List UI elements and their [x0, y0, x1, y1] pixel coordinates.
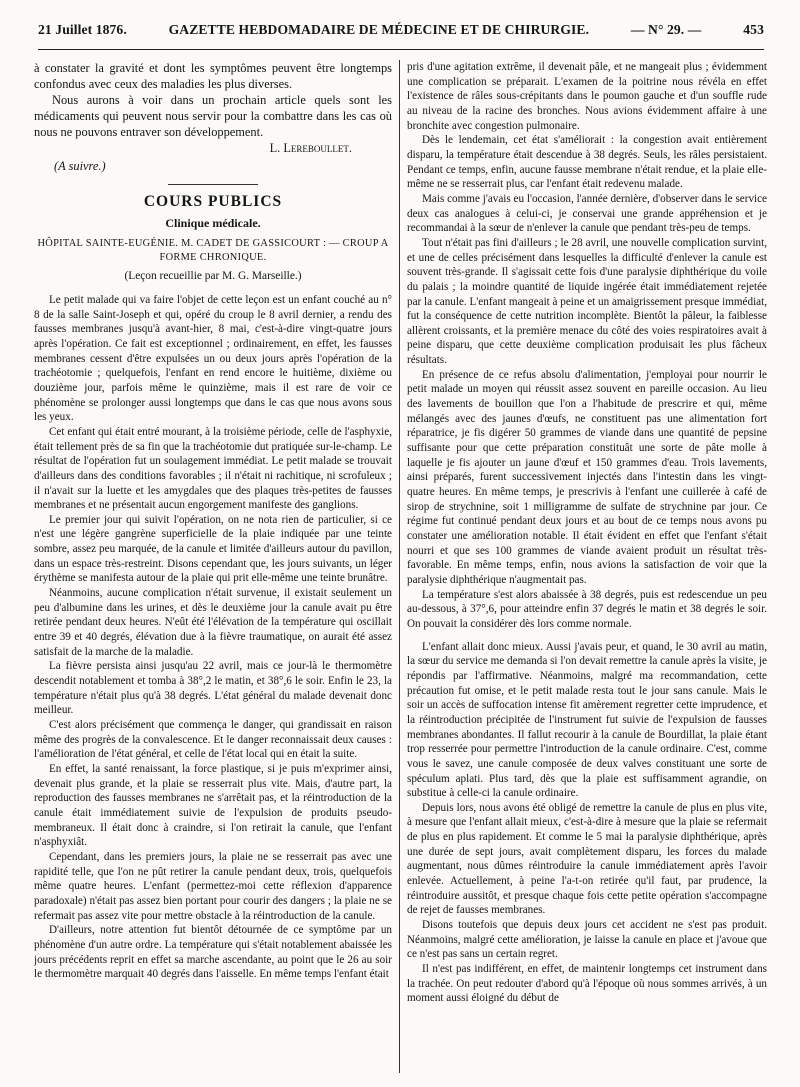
paragraph: Le premier jour qui suivit l'opération, on ne nota rien de particulier, si ce n'est une légère gangrène superficielle de la plaie indiquée par une teinte sombre, assez peu marquée, de la canule et limitée d'ailleurs autour du pavillon, dans un espace très-restreint. Disons cependant que, les jours suivants, un léger érythème se manifesta autour de la plaie qui prit elle-même une teinte brunâtre. — [34, 513, 392, 585]
paragraph: Dès le lendemain, cet état s'améliorait : la congestion avait entièrement disparu, la température était descendue à 38 degrés. Seuls, les râles persistaient. Pendant ce temps, enfin, aucune fausse membrane n'était rendue, et la plaie elle-même ne se resserrait plus, car l'enfant était redevenu malade. — [407, 134, 767, 191]
paragraph: En présence de ce refus absolu d'alimentation, j'employai pour nourrir le petit malade un moyen qui réussit assez souvent en pareille occasion. Au lieu des lavements de bouillon que l'on a l'habitude de prescrire et qui, même mélangés avec des jaunes d'œufs, ne constituent pas une alimentation fort réparatrice, je fis digérer 50 grammes de viande dans une quantité de pepsine suffisante pour que cette préparation constituât une sorte de pâte molle à laquelle je fis ajouter un jaune d'œuf et 150 grammes d'eau. Trois lavements, ainsi préparés, furent successivement injectés dans l'intestin dans les vingt-quatre heures. En même temps, je prescrivis à l'enfant une cuillerée à café de sirop de strychnine, soit 1 milligramme de sulfate de strychnine par jour. Ce régime fut continué pendant deux jours et au bout de ce temps nous avons pu constater une amélioration notable. Il était évident en effet que l'enfant s'était nourri et que ses 100 grammes de viande avaient produit un résultat très-favorable. En même temps, enfin, nous avions la satisfaction de voir que la paralysie diphthérique n'augmentait pas. — [407, 368, 767, 586]
paragraph: Néanmoins, aucune complication n'était survenue, il existait seulement un peu d'albumine dans les urines, et dès le deuxième jour la canule avait pu être retirée pendant deux heures. N'eût été l'élévation de la température qui oscillait entre 39 et 40 degrés, élévation due à la fièvre traumatique, on aurait été assez satisfait de la marche de la maladie. — [34, 587, 392, 658]
journal-title: GAZETTE HEBDOMADAIRE DE MÉDECINE ET DE CHIRURGIE. — [168, 22, 590, 37]
previous-article-ending — [34, 60, 392, 140]
author-signature: L. Lereboullet. — [269, 141, 352, 155]
paragraph: Cet enfant qui était entré mourant, à la troisième période, celle de l'asphyxie, était tellement près de sa fin que la trachéotomie dut pratiquée sur-le-champ. Le résultat de l'opération fut un soulagement immédiat. Le petit malade se trouvait d'ailleurs dans des conditions favorables ; il n'était ni rachitique, ni scrofuleux ; il n'avait sur la luette et les amygdales que des plaques très-petites de fausses membranes et ne présentait aucun engorgement manifeste des ganglions. — [34, 425, 392, 512]
paragraph: C'est alors précisément que commença le danger, qui grandissait en raison même des progrès de la convalescence. Et le danger reconnaissait deux causes : l'amélioration de l'état général, et celle de l'état local qui en était la suite. — [34, 719, 392, 761]
paragraph: Cependant, dans les premiers jours, la plaie ne se resserrait pas avec une rapidité telle, que l'on ne pût retirer la canule pendant deux, trois, quelquefois même quatre heures. L'enfant (permettez-moi cette réflexion d'apparence paradoxale) n'était pas assez bien portant pour courir des dangers ; la plaie ne se refermait pas assez vite pour mettre obstacle à la réintroduction de la canule. — [34, 850, 392, 922]
lecture-source: (Leçon recueillie par M. G. Marseille.) — [124, 270, 302, 283]
paragraph: L'enfant allait donc mieux. Aussi j'avais peur, et quand, le 30 avril au matin, la sœur du service me demanda si l'on devait remettre la canule après la visite, je répondis par l'affirmative. Néanmoins, malgré ma recommandation, cette précaution fut omise, et le petit malade resta tout le jour sans canule. Mais le soir un accès de suffocation intense fit amèrement regretter cette imprudence, et la réintroduction précipitée de l'instrument fut suivie de l'expulsion de fausses membranes abondantes. Il fallut recourir à la canule de Bourdillat, la plaie étant trop resserrée pour permettre l'introduction de la canule ordinaire. C'est, comme vous le savez, une canule composée de deux valves constituant une sorte de spéculum aplati. Plus tard, dès que la plaie est suffisamment agrandie, on substitue à celle-ci la canule ordinaire. — [407, 640, 767, 800]
paragraph-gap — [407, 632, 767, 640]
paragraph: D'ailleurs, notre attention fut bientôt détournée de ce symptôme par un phénomène d'un autre ordre. La température qui s'était notablement abaissée les jours précédents reprit en effet sa marche ascendante, au point que le 26 au soir le thermomètre marquait 40 degrés dans l'aisselle. En même temps l'enfant était — [34, 924, 392, 981]
right-column — [407, 60, 767, 1073]
paragraph: pris d'une agitation extrême, il devenait pâle, et ne mangeait plus ; évidemment une complication se préparait. L'examen de la poitrine nous révéla en effet l'existence de râles sous-crépitants dans le poumon gauche et d'un souffle rude au niveau de la racine des bronches. Nous avions évidemment affaire à une bronchite avec congestion pulmonaire. — [407, 61, 767, 132]
paragraph: Mais comme j'avais eu l'occasion, l'année dernière, d'observer dans le service deux cas analogues à celui-ci, je conservai une grande appréhension et je recommandai à la sœur de n'enlever la canule que pendant très-peu de temps. — [407, 192, 767, 235]
paragraph: La température s'est alors abaissée à 38 degrés, puis est redescendue un peu au-dessous, à 37°,6, pour atteindre enfin 37 degrés le matin et 38 degrés le soir. On pouvait la considérer dès lors comme normale. — [407, 588, 767, 630]
paragraph: La fièvre persista ainsi jusqu'au 22 avril, mais ce jour-là le thermomètre descendit notablement et tomba à 38°,2 le matin, et 38°,6 le soir. Enfin le 23, la température n'était plus qu'à 38 degrés. L'état général du malade devenait donc meilleur. — [34, 660, 392, 717]
paragraph: Tout n'était pas fini d'ailleurs ; le 28 avril, une nouvelle complication survint, et une de celles précisément dans lesquelles la difficulté d'enlever la canule est souvent très-grande. Il s'agissait cette fois d'une paralysie diphthérique du voile du palais ; la moindre quantité de liquide ingérée était immédiatement rejetée par la canule. L'enfant mangeait à peine et un amaigrissement presque immédiat, fut la conséquence de cette nutrition incomplète. Bientôt la pâleur, la faiblesse allèrent croissants, et la première menace du côté des voies respiratoires avait à peine disparu, que cette deuxième complication produisait les plus fâcheux résultats. — [407, 236, 767, 367]
paragraph: Nous aurons à voir dans un prochain article quels sont les médicaments qui peuvent nous servir pour la combattre dans les cas où nous ne pouvons entraver son développement. — [34, 93, 392, 139]
left-column — [34, 60, 392, 1073]
lecture-heading: HÔPITAL SAINTE-EUGÉNIE. M. CADET DE GASSICOURT : — CROUP A FORME CHRONIQUE. — [37, 238, 389, 263]
section-divider — [168, 184, 258, 185]
issue-number: — N° 29. — — [630, 22, 702, 37]
paragraph: à constater la gravité et dont les symptômes peuvent être longtemps confondus avec ceux des maladies les plus diverses. — [34, 61, 392, 91]
to-be-continued: (A suivre.) — [54, 159, 106, 173]
paragraph: Depuis lors, nous avons été obligé de remettre la canule de plus en plus vite, à mesure que l'enfant allait mieux, c'est-à-dire à mesure que la plaie se refermait de plus en plus rapidement. Et comme le 5 mai la paralysie diphthérique, après une durée de sept jours, avait complètement disparu, les forces du malade augmentant, nous dûmes réintroduire la canule immédiatement après l'avoir enlevée. Actuellement, à peine l'a-t-on retirée qu'il faut, par prudence, la réintroduire aussitôt, et presque chaque fois cette petite opération s'accompagne de rejet de fausses membranes. — [407, 801, 767, 917]
paragraph: En effet, la santé renaissant, la force plastique, si je puis m'exprimer ainsi, devenait plus grande, et la plaie se resserrait plus vite. Mais, d'autre part, la reproduction des fausses membranes ne s'arrêtait pas, et la réintroduction de la canule était immédiatement suivie de l'expulsion de produits pseudo-membraneux. Il était donc à craindre, si l'on retirait la canule, que l'enfant n'asphyxiât. — [34, 762, 392, 849]
page-number: 453 — [743, 22, 764, 37]
running-header — [38, 22, 764, 50]
column-rule — [399, 60, 400, 1073]
subsection-title: Clinique médicale. — [165, 215, 261, 230]
section-title: COURS PUBLICS — [143, 193, 283, 210]
paragraph: Il n'est pas indifférent, en effet, de maintenir longtemps cet instrument dans la trachée. On peut redouter d'abord qu'à l'époque où nous sommes arrivés, à un moment aussi éloigné du début de — [407, 963, 767, 1005]
issue-date: 21 Juillet 1876. — [38, 22, 127, 37]
paragraph: Disons toutefois que depuis deux jours cet accident ne s'est pas produit. Néanmoins, malgré cette amélioration, je laisse la canule en place et j'avoue que ce n'est pas sans un certain regret. — [407, 919, 767, 961]
paragraph: Le petit malade qui va faire l'objet de cette leçon est un enfant couché au n° 8 de la salle Saint-Joseph et qui, opéré du croup le 8 avril dernier, a rendu des fausses membranes jusqu'à avant-hier, 8 mai, c'est-à-dire vingt-quatre jours après l'opération. Ce fait est exceptionnel ; ordinairement, en effet, les fausses membranes cessent d'être expulsées un ou deux jours après l'opération de la trachéotomie ; quelquefois, l'enfant en rend encore le huitième, dixième ou douzième jour, parfois même le quinzième, mais il est rare de voir ce phénomène se prolonger aussi longtemps que dans le cas que nous avons sous les yeux. — [34, 293, 392, 424]
